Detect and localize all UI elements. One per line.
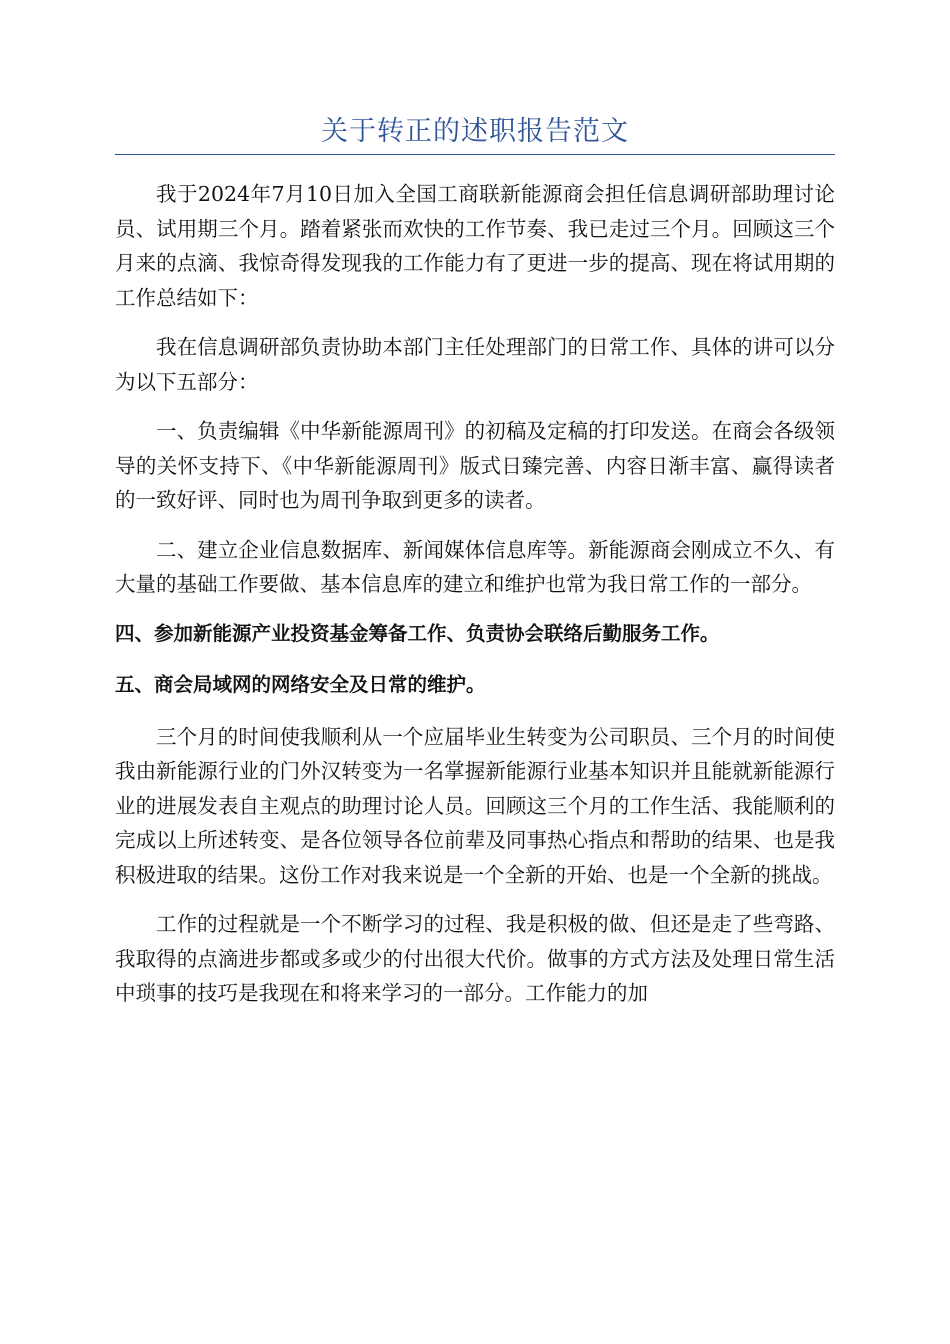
paragraph-duty-five: 五、商会局域网的网络安全及日常的维护。 [115, 673, 486, 696]
document-title: 关于转正的述职报告范文 [321, 116, 629, 147]
paragraph-duty-four: 四、参加新能源产业投资基金筹备工作、负责协会联络后勤服务工作。 [115, 621, 720, 645]
document-page [115, 110, 835, 1026]
paragraph-duties-overview: 我在信息调研部负责协助本部门主任处理部门的日常工作、具体的讲可以分为以下五部分： [115, 335, 835, 394]
title-underline [115, 154, 835, 155]
paragraph-duty-one: 一、负责编辑《中华新能源周刊》的初稿及定稿的打印发送。在商会各级领导的关怀支持下、《中华新能源周刊》版式日臻完善、内容日渐丰富、赢得读者的一致好评、同时也为周刊争取到更多的读者。 [115, 419, 835, 512]
paragraph-learning: 工作的过程就是一个不断学习的过程、我是积极的做、但还是走了些弯路、我取得的点滴进步都或多或少的付出很大代价。做事的方式方法及处理日常生活中琐事的技巧是我现在和将来学习的一部分。工作能力的加 [115, 912, 835, 1005]
paragraph-reflection: 三个月的时间使我顺利从一个应届毕业生转变为公司职员、三个月的时间使我由新能源行业的门外汉转变为一名掌握新能源行业基本知识并且能就新能源行业的进展发表自主观点的助理讨论人员。回顾这三个月的工作生活、我能顺利的完成以上所述转变、是各位领导各位前辈及同事热心指点和帮助的结果、也是我积极进取的结果。这份工作对我来说是一个全新的开始、也是一个全新的挑战。 [115, 724, 835, 887]
paragraph-intro: 我于2024年7月10日加入全国工商联新能源商会担任信息调研部助理讨论员、试用期三个月。踏着紧张而欢快的工作节奏、我已走过三个月。回顾这三个月来的点滴、我惊奇得发现我的工作能力有了更进一步的提高、现在将试用期的工作总结如下： [115, 182, 835, 310]
paragraph-duty-two: 二、建立企业信息数据库、新闻媒体信息库等。新能源商会刚成立不久、有大量的基础工作要做、基本信息库的建立和维护也常为我日常工作的一部分。 [115, 537, 835, 596]
